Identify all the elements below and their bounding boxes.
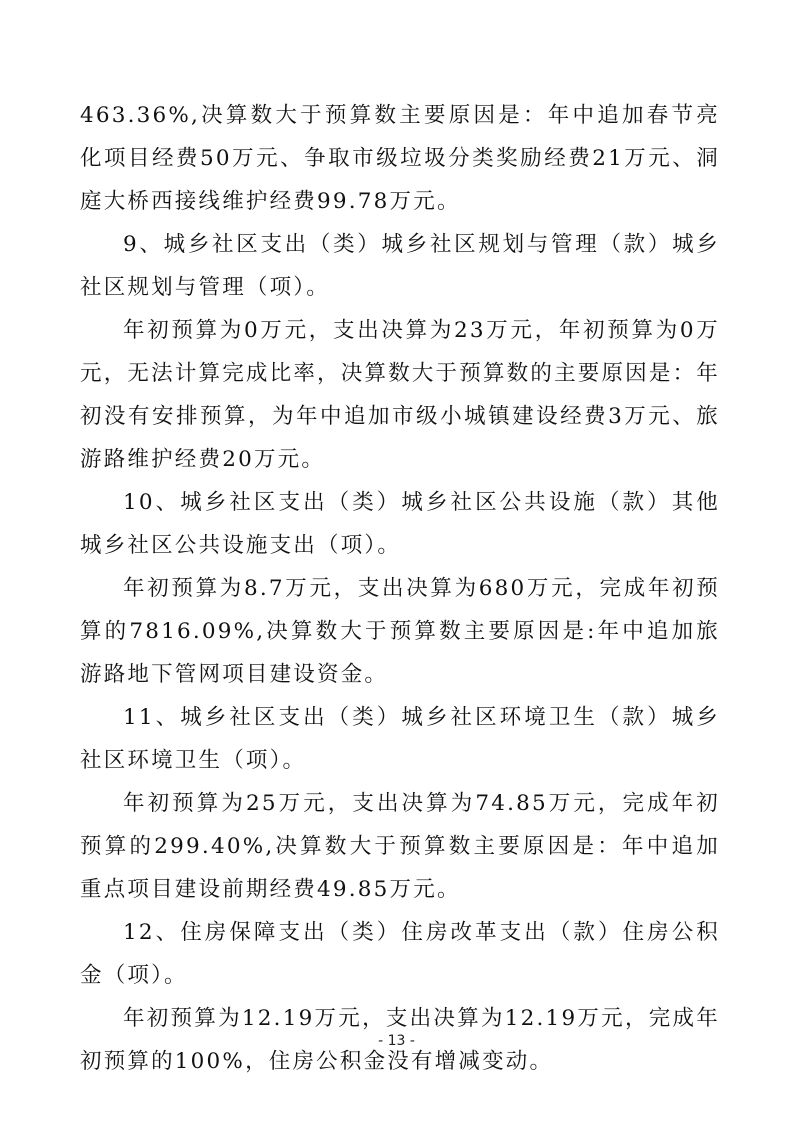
paragraph-item-10-heading: 10、城乡社区支出（类）城乡社区公共设施（款）其他城乡社区公共设施支出（项）。 xyxy=(80,490,720,558)
page-number: - 13 - xyxy=(378,1033,415,1049)
paragraph-item-9-detail: 年初预算为0万元，支出决算为23万元，年初预算为0万元，无法计算完成比率，决算数大于预算数的主要原因是：年初没有安排预算，为年中追加市级小城镇建设经费3万元、旅游路维护经费20万元。 xyxy=(80,318,720,472)
paragraph-item-11-detail: 年初预算为25万元，支出决算为74.85万元，完成年初预算的299.40%,决算数大于预算数主要原因是：年中追加重点项目建设前期经费49.85万元。 xyxy=(80,791,720,902)
page-body xyxy=(80,94,720,1083)
paragraph-item-12-detail: 年初预算为12.19万元，支出决算为12.19万元，完成年初预算的100%，住房公积金没有增减变动。 xyxy=(80,1006,720,1074)
paragraph-item-10-detail: 年初预算为8.7万元，支出决算为680万元，完成年初预算的7816.09%,决算数大于预算数主要原因是:年中追加旅游路地下管网项目建设资金。 xyxy=(80,576,720,687)
paragraph-item-11-heading: 11、城乡社区支出（类）城乡社区环境卫生（款）城乡社区环境卫生（项）。 xyxy=(80,705,720,773)
paragraph-item-12-heading: 12、住房保障支出（类）住房改革支出（款）住房公积金（项）。 xyxy=(80,920,720,988)
paragraph-continuation: 463.36%,决算数大于预算数主要原因是：年中追加春节亮化项目经费50万元、争取市级垃圾分类奖励经费21万元、洞庭大桥西接线维护经费99.78万元。 xyxy=(80,103,720,214)
paragraph-item-9-heading: 9、城乡社区支出（类）城乡社区规划与管理（款）城乡社区规划与管理（项）。 xyxy=(80,232,720,300)
